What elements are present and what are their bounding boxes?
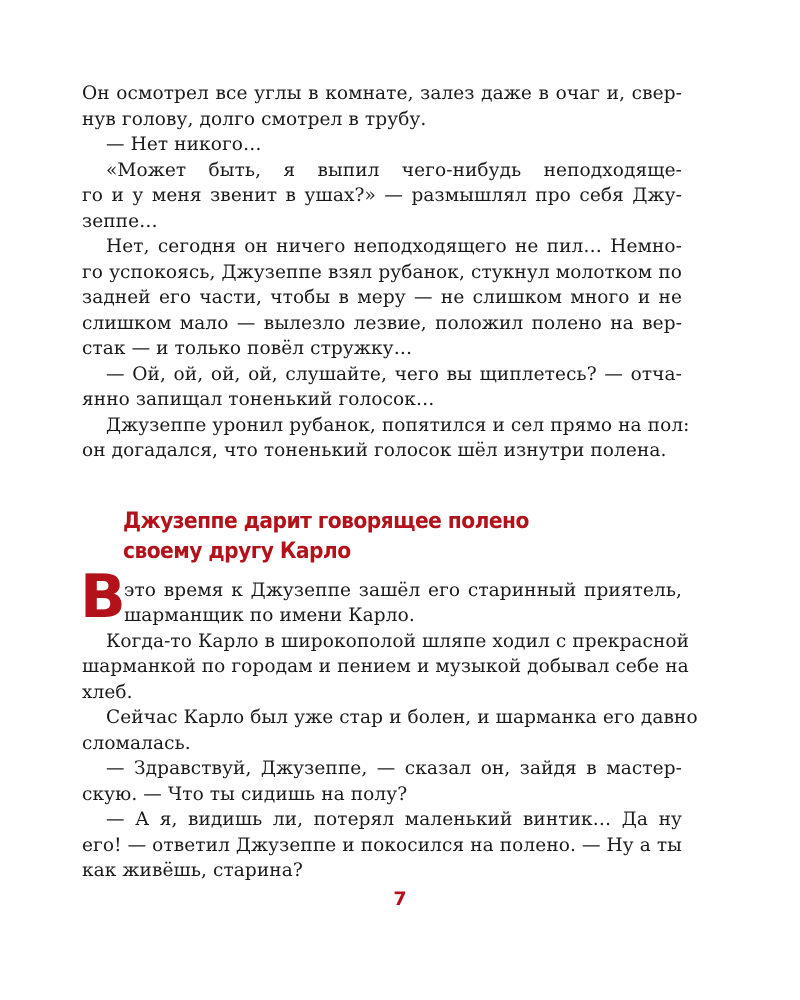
text-line: это время к Джузеппе зашёл его старинный приятель, bbox=[124, 580, 682, 601]
text-line: го успокоясь, Джузеппе взял рубанок, стукнул молотком по bbox=[82, 262, 682, 283]
text-line: — Нет никого… bbox=[106, 134, 262, 155]
text-line: Когда-то Карло в широкополой шляпе ходил с прекрасной bbox=[106, 631, 690, 652]
text-line: скую. — Что ты сидишь на полу? bbox=[82, 784, 408, 805]
text-line: — Здравствуй, Джузеппе, — сказал он, зайдя в мастер- bbox=[106, 758, 682, 779]
text-line: он догадался, что тоненький голосок шёл изнутри полена. bbox=[82, 440, 667, 461]
chapter-title-line-1: Джузеппе дарит говорящее полено bbox=[123, 509, 529, 534]
text-line: — А я, видишь ли, потерял маленький винтик… Да ну bbox=[106, 809, 682, 830]
text-line: Он осмотрел все углы в комнате, залез даже в очаг и, свер- bbox=[82, 83, 682, 104]
text-line: стак — и только повёл стружку… bbox=[82, 338, 413, 359]
chapter-title-line-2: своему другу Карло bbox=[123, 539, 351, 564]
text-line: «Может быть, я выпил чего-нибудь неподходяще- bbox=[106, 160, 682, 181]
text-line: сломалась. bbox=[82, 733, 191, 754]
text-line: Джузеппе уронил рубанок, попятился и сел прямо на пол: bbox=[106, 415, 690, 436]
text-line: — Ой, ой, ой, ой, слушайте, чего вы щиплетесь? — отча- bbox=[106, 364, 682, 385]
text-line: зеппе… bbox=[82, 211, 158, 232]
text-line: нув голову, долго смотрел в трубу. bbox=[82, 109, 427, 130]
page-number: 7 bbox=[393, 888, 407, 910]
text-line: шарманщик по имени Карло. bbox=[124, 605, 415, 626]
drop-cap: В bbox=[80, 562, 126, 632]
text-line: слишком мало — вылезло лезвие, положил полено на вер- bbox=[82, 313, 682, 334]
text-line: янно запищал тоненький голосок… bbox=[82, 389, 435, 410]
text-line: Сейчас Карло был уже стар и болен, и шарманка его давно bbox=[106, 707, 698, 728]
text-line: Нет, сегодня он ничего неподходящего не пил… Немно- bbox=[106, 236, 682, 257]
text-line: хлеб. bbox=[82, 682, 133, 703]
text-line: как живёшь, старина? bbox=[82, 860, 303, 881]
text-line: го и у меня звенит в ушах?» — размышлял про себя Джу- bbox=[82, 185, 682, 206]
text-line: шарманкой по городам и пением и музыкой добывал себе на bbox=[82, 656, 689, 677]
text-line: его! — ответил Джузеппе и покосился на полено. — Ну а ты bbox=[82, 835, 683, 856]
text-line: задней его части, чтобы в меру — не слишком много и не bbox=[82, 287, 682, 308]
